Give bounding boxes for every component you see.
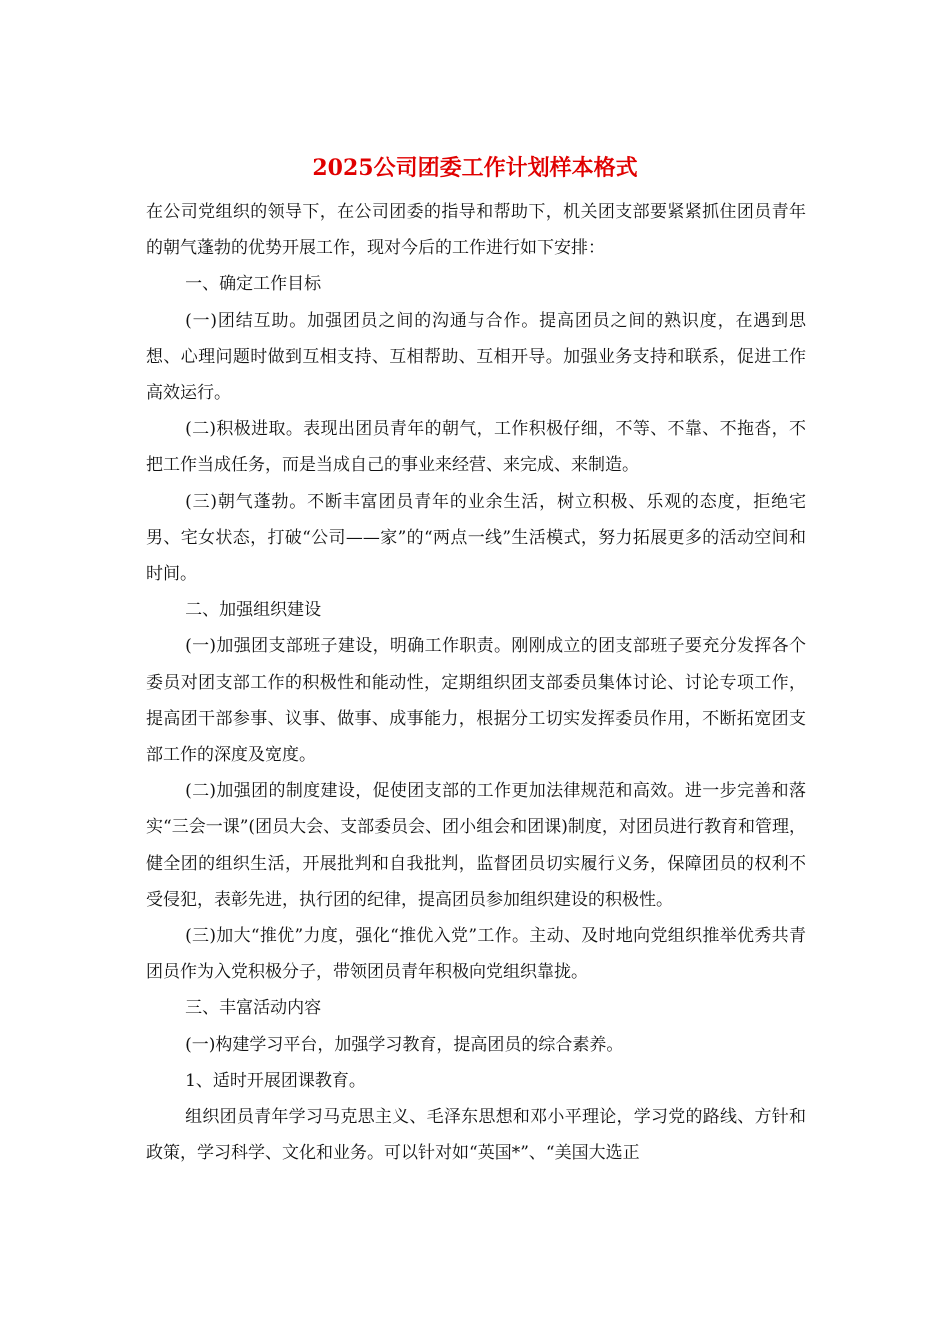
section-heading-3: 三、丰富活动内容 <box>185 998 322 1019</box>
paragraph: (二)加强团的制度建设，促使团支部的工作更加法律规范和高效。进一步完善和落实“三会一课”(团员大会、支部委员会、团小组会和团课)制度，对团员进行教育和管理，健全团的组织生活，开展批判和自我批判，监督团员切实履行义务，保障团员的权利不受侵犯，表彰先进，执行团的纪律，提高团员参加组织建设的积极性。 <box>146 781 806 910</box>
document-title: 2025公司团委工作计划样本格式 <box>312 155 638 181</box>
paragraph: (一)团结互助。加强团员之间的沟通与合作。提高团员之间的熟识度，在遇到思想、心理问题时做到互相支持、互相帮助、互相开导。加强业务支持和联系，促进工作高效运行。 <box>146 310 806 404</box>
paragraph: (一)构建学习平台，加强学习教育，提高团员的综合素养。 <box>185 1034 624 1055</box>
section-heading-2: 二、加强组织建设 <box>185 600 322 621</box>
paragraph: (三)朝气蓬勃。不断丰富团员青年的业余生活，树立积极、乐观的态度，拒绝宅男、宅女状态，打破“公司——家”的“两点一线”生活模式，努力拓展更多的活动空间和时间。 <box>146 491 806 585</box>
section-heading-1: 一、确定工作目标 <box>185 274 322 295</box>
document-body <box>146 194 806 1171</box>
paragraph: (一)加强团支部班子建设，明确工作职责。刚刚成立的团支部班子要充分发挥各个委员对团支部工作的积极性和能动性，定期组织团支部委员集体讨论、讨论专项工作，提高团干部参事、议事、做事、成事能力，根据分工切实发挥委员作用，不断拓宽团支部工作的深度及宽度。 <box>146 636 806 766</box>
paragraph: 1、适时开展团课教育。 <box>185 1070 366 1091</box>
paragraph-intro: 在公司党组织的领导下，在公司团委的指导和帮助下，机关团支部要紧紧抓住团员青年的朝气蓬勃的优势开展工作，现对今后的工作进行如下安排： <box>146 202 806 259</box>
paragraph: (三)加大“推优”力度，强化“推优入党”工作。主动、及时地向党组织推举优秀共青团员作为入党积极分子，带领团员青年积极向党组织靠拢。 <box>146 926 806 983</box>
paragraph: 组织团员青年学习马克思主义、毛泽东思想和邓小平理论，学习党的路线、方针和政策，学习科学、文化和业务。可以针对如“英国*”、“美国大选正 <box>146 1107 806 1164</box>
paragraph: (二)积极进取。表现出团员青年的朝气，工作积极仔细，不等、不靠、不拖沓，不把工作当成任务，而是当成自己的事业来经营、来完成、来制造。 <box>146 419 806 476</box>
